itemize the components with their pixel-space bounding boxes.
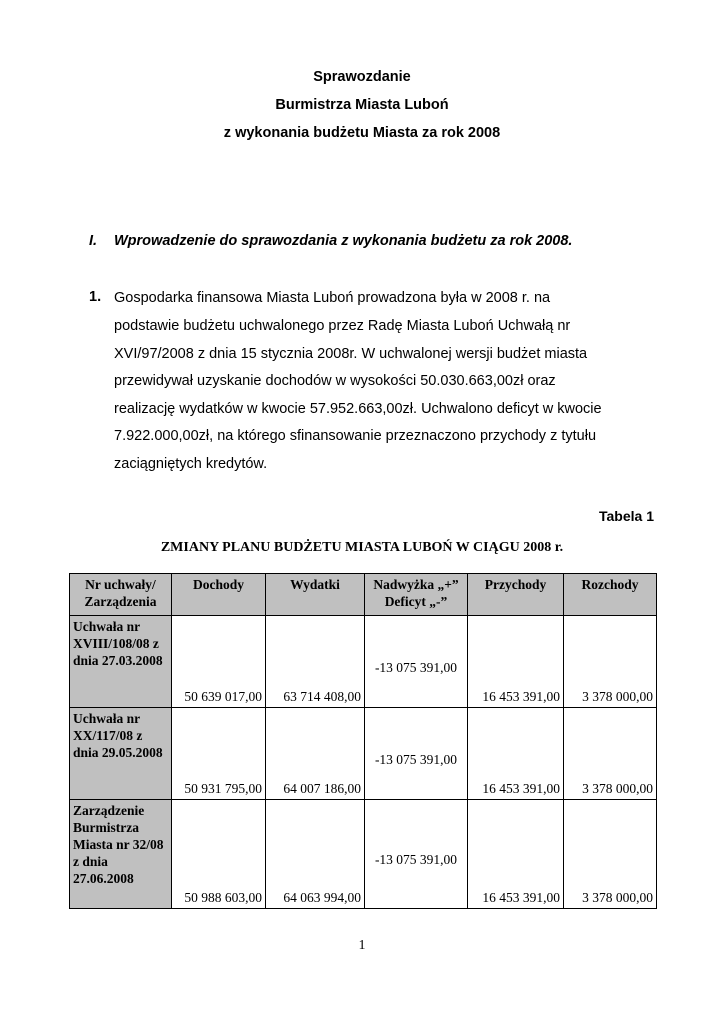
cell-income: 50 931 795,00	[172, 708, 266, 800]
column-header-balance: Nadwyżka „+” Deficyt „-”	[365, 574, 468, 616]
table-caption: Tabela 1	[599, 508, 654, 524]
paragraph-line: przewidywał uzyskanie dochodów w wysokości 50.030.663,00zł oraz	[114, 373, 556, 389]
title-line-3: z wykonania budżetu Miasta za rok 2008	[223, 125, 501, 141]
cell-outflow: 3 378 000,00	[564, 800, 657, 909]
table-row	[70, 616, 657, 708]
section-heading-text: Wprowadzenie do sprawozdania z wykonania budżetu za rok 2008.	[114, 233, 573, 249]
paragraph-line: 7.922.000,00zł, na którego sfinansowanie przeznaczono przychody z tytułu	[114, 428, 597, 444]
cell-income: 50 988 603,00	[172, 800, 266, 909]
paragraph-line: XVI/97/2008 z dnia 15 stycznia 2008r. W uchwalonej wersji budżet miasta	[114, 346, 588, 362]
paragraph-line: podstawie budżetu uchwalonego przez Radę Miasta Luboń Uchwałą nr	[114, 318, 571, 334]
section-heading	[89, 233, 572, 249]
table-header-row	[70, 574, 657, 616]
cell-outflow: 3 378 000,00	[564, 708, 657, 800]
column-header-revenue: Przychody	[468, 574, 564, 616]
cell-expenses: 64 007 186,00	[266, 708, 365, 800]
row-label: Zarządzenie Burmistrza Miasta nr 32/08 z dnia 27.06.2008	[70, 800, 172, 909]
paragraph-line: Gospodarka finansowa Miasta Luboń prowadzona była w 2008 r. na	[114, 290, 551, 306]
title-line-2: Burmistrza Miasta Luboń	[275, 97, 449, 113]
page-number: 1	[358, 938, 366, 953]
paragraph-number: 1.	[89, 289, 102, 305]
cell-income: 50 639 017,00	[172, 616, 266, 708]
cell-revenue: 16 453 391,00	[468, 616, 564, 708]
table-title: ZMIANY PLANU BUDŻETU MIASTA LUBOŃ W CIĄGU 2008 r.	[160, 540, 564, 555]
row-label: Uchwała nr XVIII/108/08 z dnia 27.03.2008	[70, 616, 172, 708]
table-row	[70, 800, 657, 909]
title-line-1: Sprawozdanie	[313, 69, 411, 85]
cell-expenses: 63 714 408,00	[266, 616, 365, 708]
cell-balance: -13 075 391,00	[365, 708, 468, 800]
cell-expenses: 64 063 994,00	[266, 800, 365, 909]
paragraph-line: realizację wydatków w kwocie 57.952.663,00zł. Uchwalono deficyt w kwocie	[114, 401, 602, 417]
column-header-outflow: Rozchody	[564, 574, 657, 616]
cell-revenue: 16 453 391,00	[468, 800, 564, 909]
cell-outflow: 3 378 000,00	[564, 616, 657, 708]
cell-balance: -13 075 391,00	[365, 616, 468, 708]
cell-balance: -13 075 391,00	[365, 800, 468, 909]
section-number: I.	[89, 233, 98, 249]
budget-changes-table	[69, 573, 657, 909]
column-header-income: Dochody	[172, 574, 266, 616]
column-header-expenses: Wydatki	[266, 574, 365, 616]
table-row	[70, 708, 657, 800]
column-header-resolution: Nr uchwały/ Zarządzenia	[70, 574, 172, 616]
paragraph-line: zaciągniętych kredytów.	[114, 456, 268, 472]
row-label: Uchwała nr XX/117/08 z dnia 29.05.2008	[70, 708, 172, 800]
cell-revenue: 16 453 391,00	[468, 708, 564, 800]
